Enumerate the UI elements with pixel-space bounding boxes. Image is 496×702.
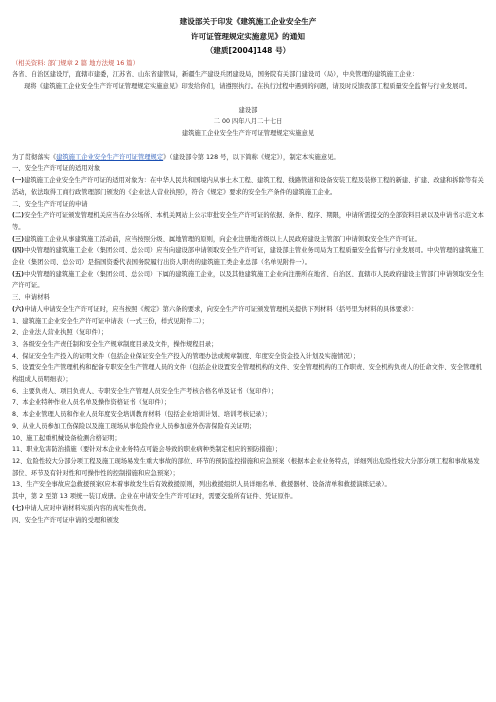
intro-paragraph: 现将《建筑施工企业安全生产许可证管理规定实施意见》印发给你们，请遵照执行。在执行过程中遇到的问题，请及时反馈我部工程质量安全监督与行业发展司。 (24, 82, 472, 90)
doc-title-line1: 建设部关于印发《建筑施工企业安全生产 (179, 17, 317, 26)
list-item: 9、从业人员参加工伤保险以及施工现场从事危险作业人员参加意外伤害保险有关证明； (12, 422, 256, 430)
clause-2: (二)安全生产许可证颁发管理机关应当在办公场所、本机关网站上公示审批安全生产许可证的依据、条件、程序、期限，申请所需提交的全部资料目录以及申请书示范文本等。 (12, 212, 484, 231)
list-item: 5、设置安全生产管理机构和配备专职安全生产管理人员的文件（包括企业设置安全管理机构的文件、安全管理机构的工作职责、安全机构负责人的任命文件、安全管理机构组成人员明细表）； (12, 364, 482, 384)
items-note: 其中，第 2 至第 13 项统一装订成册。企业在申请安全生产许可证时，需要交验所有证件、凭证原件。 (12, 493, 297, 501)
list-item: 10、施工起重机械设备检测合格证明； (12, 434, 121, 442)
lead-paragraph: 为了贯彻落实《建筑施工企业安全生产许可证管理规定》（建设部令第 128 号，以下简称《规定》），制定本实施意见。 (12, 153, 340, 161)
list-item: 6、主要负责人、项目负责人、专职安全生产管理人员安全生产考核合格名单及证书（复印件）； (12, 387, 278, 395)
section-4-title: 四、安全生产许可证申请的受理和颁发 (12, 516, 120, 524)
doc-number: （建质[2004]148 号） (205, 46, 291, 55)
clause-3: (三)建筑施工企业从事建筑施工活动前，应当按照分级、属地管理的原则，向企业注册地省级以上人民政府建设主管部门申请领取安全生产许可证。 (12, 235, 421, 243)
attachment-title: 建筑施工企业安全生产许可证管理规定实施意见 (181, 130, 315, 138)
list-item: 11、职业危害防治措施（要针对本企业业务特点可能会导致的职业病种类制定相应的预防措施）； (12, 446, 282, 454)
list-item: 13、生产安全事故应急救援预案(应本着事故发生后有效救援原则，列出救援组织人员详细名单、救援器材、设备清单和救援演练记录）。 (12, 481, 391, 489)
addressee: 各省、自治区建设厅，直辖市建委，江苏省、山东省建管局，新疆生产建设兵团建设局，国务院有关部门建设司（局），中央管理的建筑施工企业： (12, 71, 419, 79)
regulation-link[interactable]: 建筑施工企业安全生产许可证管理规定 (56, 153, 164, 161)
list-item: 7、本企业特种作业人员名单及操作资格证书（复印件）； (12, 399, 171, 407)
section-2-title: 二、安全生产许可证的申请 (12, 200, 88, 208)
doc-title-line2: 许可证管理规定实施意见》的通知 (191, 31, 305, 41)
clause-5: (五)中央管理的建筑施工企业（集团公司、总公司）下属的建筑施工企业，以及其他建筑施工企业向注册所在地省、自治区、直辖市人民政府建设主管部门申请领取安全生产许可证。 (12, 270, 484, 290)
signature-org: 建设部 (238, 106, 258, 114)
list-item: 1、建筑施工企业安全生产许可证申请表（一式三份，样式见附件二）； (12, 317, 209, 325)
signature-date: 二 00 四年八月二十七日 (213, 118, 283, 126)
clause-7: (七)申请人应对申请材料实质内容的真实性负责。 (12, 504, 150, 512)
list-item: 4、保证安全生产投入的证明文件（包括企业保证安全生产投入的管理办法或规章制度、年度安全资金投入计划及实施情况）； (12, 352, 360, 360)
clause-1: (一)建筑施工企业安全生产许可证的适用对象为：在中华人民共和国境内从事土木工程、建筑工程、线路管道和设备安装工程及装修工程的新建、扩建、改建和拆除等有关活动，依法取得工商行政管理部门颁发的《企业法人营业执照》，符合《规定》要求的安全生产条件的建筑施工企业。 (12, 177, 484, 196)
clause-6: (六)申请人申请安全生产许可证时，应当按照《规定》第六条的要求，向安全生产许可证颁发管理机关提供下列材料（括号里为材料的具体要求）： (12, 305, 418, 313)
list-item: 12、危险性较大分部分项工程及施工现场易发生重大事故的部位、环节的预防监控措施和应急预案（根据本企业业务特点，详细列出危险性较大分部分项工程和事故易发部位、环节及有针对性和可操作性的控制措施和应急预案）； (12, 458, 480, 477)
list-item: 8、本企业管理人员和作业人员年度安全培训教育材料（包括企业培训计划、培训考核记录）； (12, 411, 272, 419)
list-item: 2、企业法人营业执照（复印件）； (12, 329, 108, 337)
clause-4: (四)中央管理的建筑施工企业（集团公司、总公司）应当向建设部申请领取安全生产许可证，建设部主管业务司局为工程质量安全监督与行业发展司。中央管理的建筑施工企业（集团公司、总公司）是指国资委代表国务院履行出资人职责的建筑施工类企业总部（名单见附件一）。 (12, 247, 484, 267)
section-3-title: 三、申请材料 (12, 294, 50, 302)
related-materials-link[interactable]: （相关资料: 部门规章 2 篇 地方法规 16 篇） (12, 59, 139, 67)
list-item: 3、各级安全生产责任制和安全生产规章制度目录及文件，操作规程目录； (12, 340, 218, 348)
section-1-title: 一、安全生产许可证的适用对象 (12, 165, 101, 173)
